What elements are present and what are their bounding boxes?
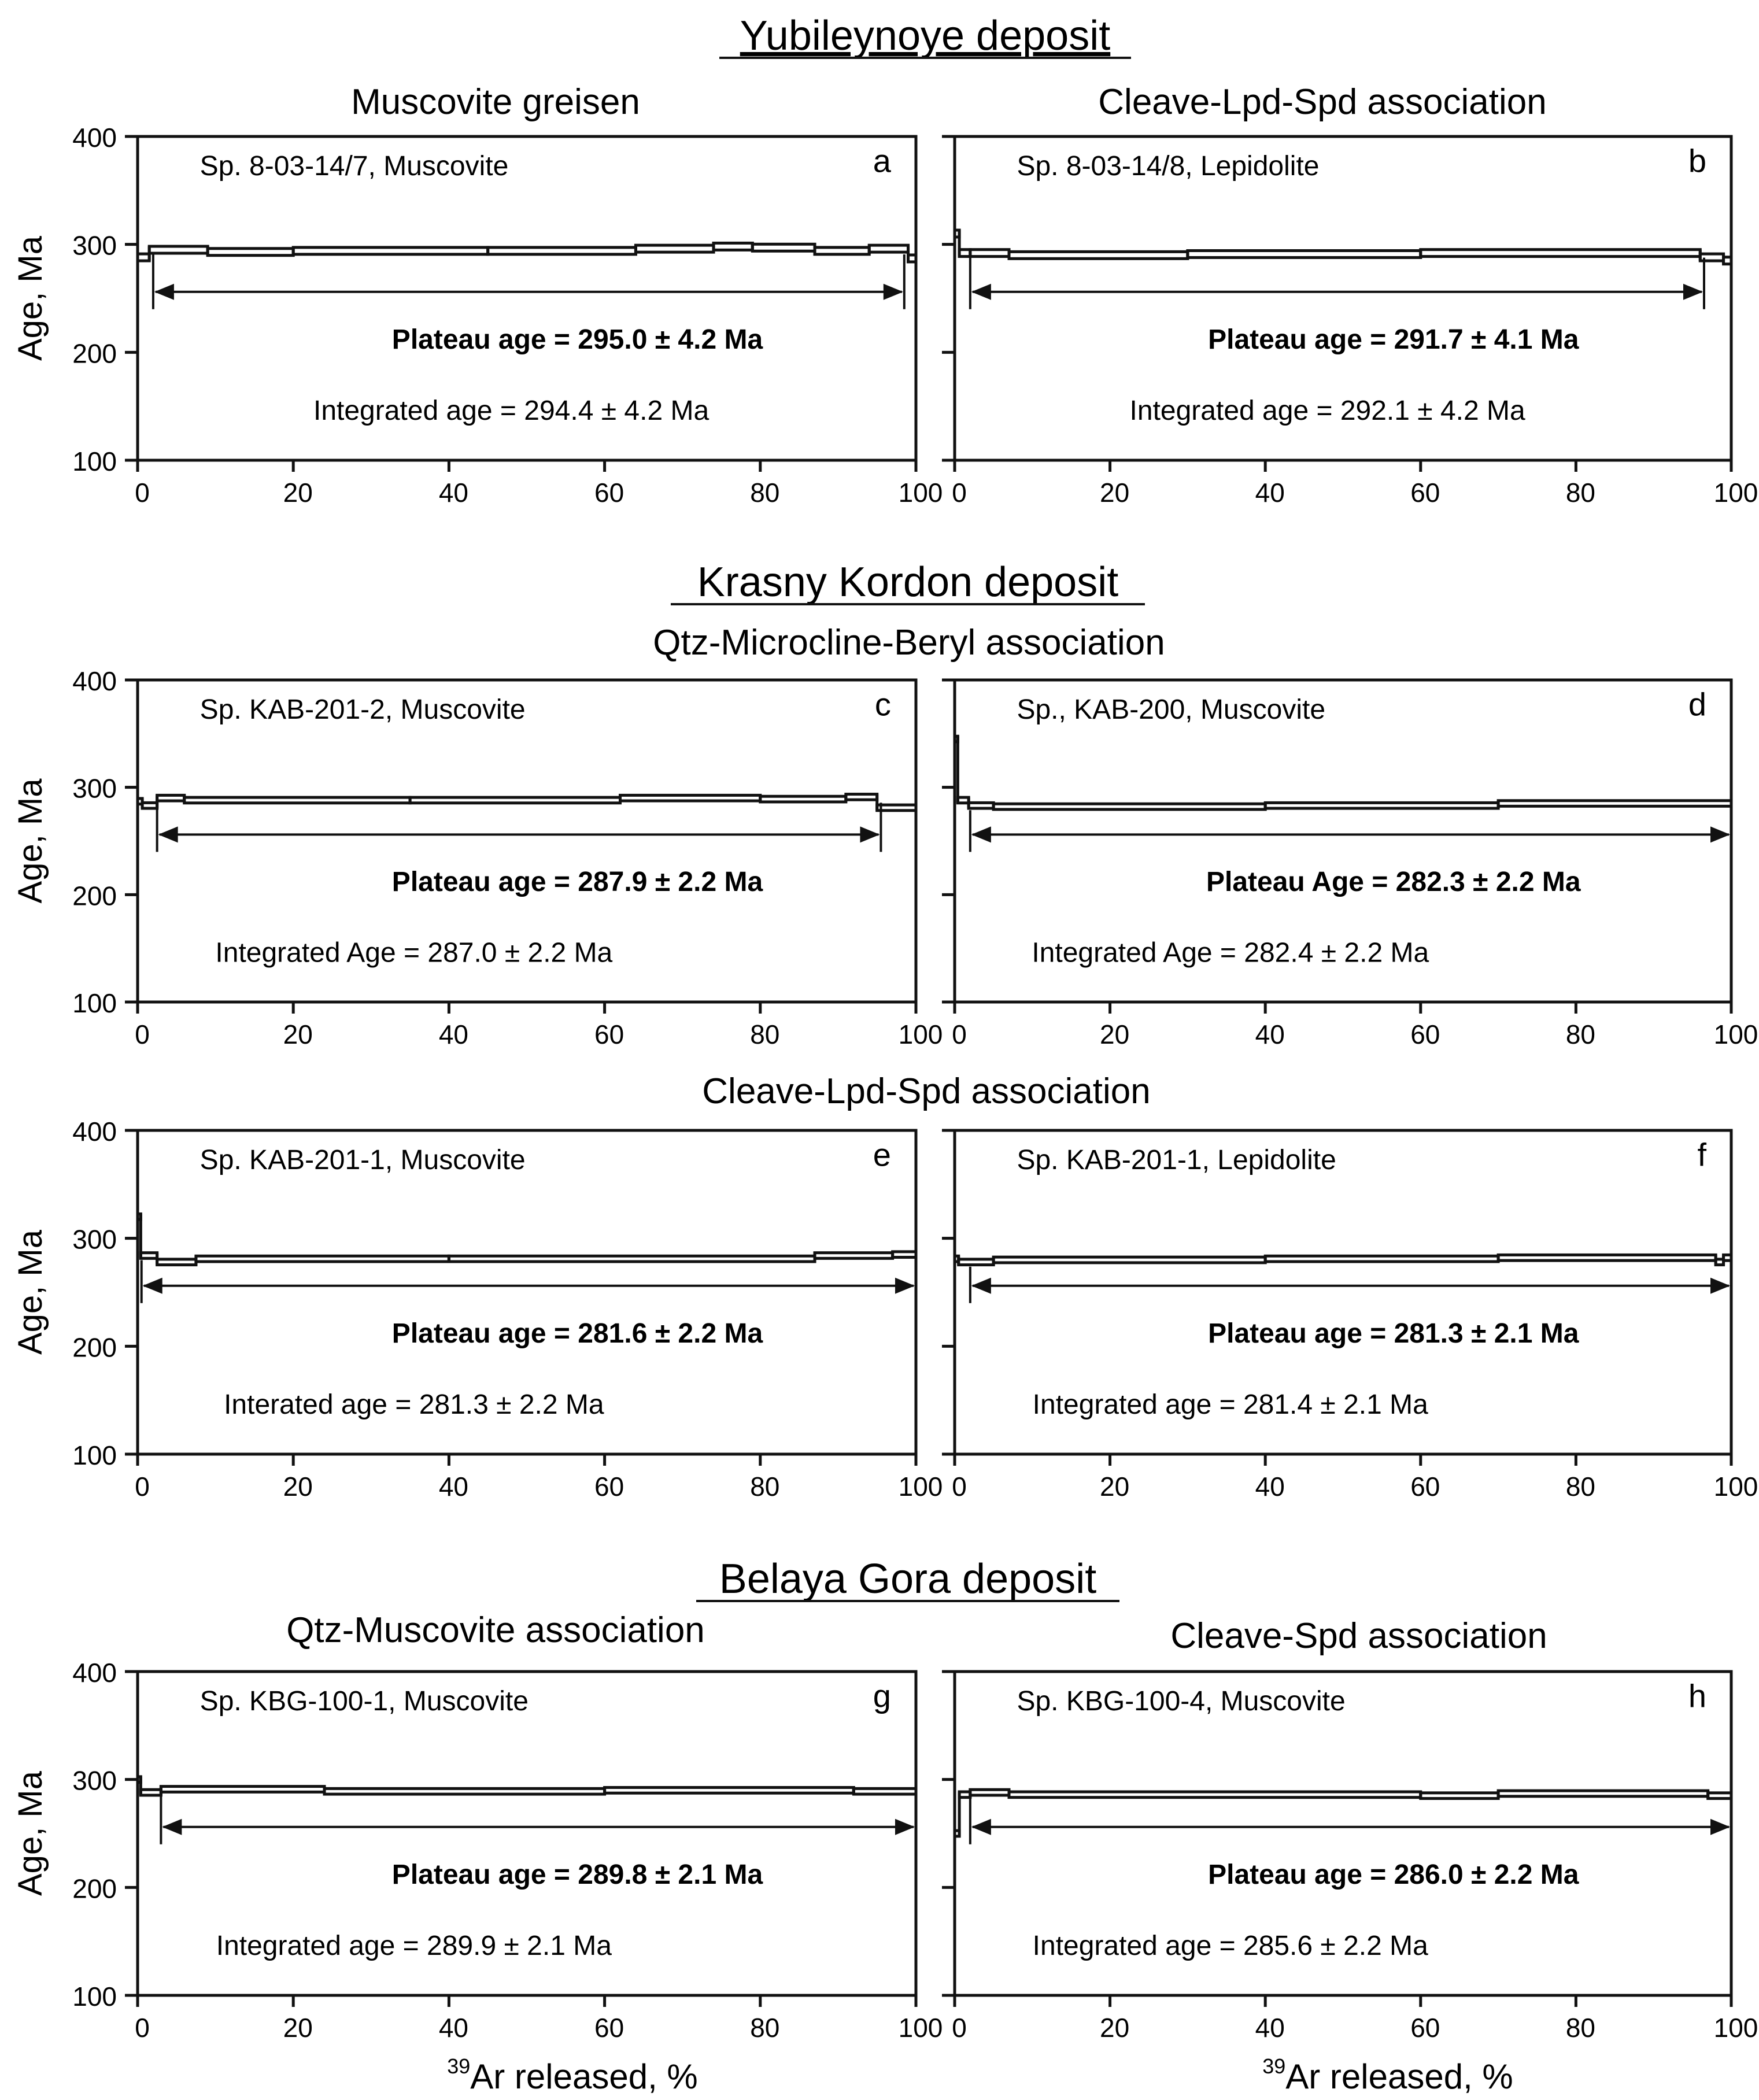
step-6 [1421,250,1700,257]
step-5 [1498,1255,1716,1260]
step-7 [714,243,752,250]
panel-letter: d [1688,686,1707,723]
step-9 [815,247,869,254]
step-4 [1009,1792,1421,1798]
x-tick-label: 0 [952,478,967,508]
integrated-label: Integrated age = 292.1 ± 4.2 Ma [1129,395,1525,426]
step-2 [959,1259,993,1265]
plateau-label: Plateau age = 286.0 ± 2.2 Ma [1208,1859,1579,1890]
x-tick-label: 80 [1565,478,1595,508]
step-2 [141,1253,157,1259]
y-tick-label: 400 [72,666,117,696]
y-tick-label: 400 [72,1658,117,1688]
x-tick-label: 20 [283,2013,313,2043]
panel-letter: g [873,1677,891,1714]
xlabel-right: $^{39}$Ar released, % [1262,2054,1513,2096]
sample-label: Sp., KAB-200, Muscovite [1017,694,1326,725]
x-tick-label: 0 [135,2013,150,2043]
y-tick-label: 300 [72,773,117,804]
step-9 [877,805,916,811]
integrated-label: Integrated Age = 287.0 ± 2.2 Ma [215,937,613,968]
x-tick-label: 60 [1410,1019,1440,1049]
plateau-label: Plateau age = 287.9 ± 2.2 Ma [391,866,763,897]
step-4 [1265,1256,1498,1262]
x-tick-label: 40 [438,478,468,508]
step-5 [1265,803,1498,808]
y-tick-label: 200 [72,881,117,911]
x-tick-label: 40 [1255,1019,1285,1049]
x-tick-label: 100 [898,2013,943,2043]
subtitle-yub-cleave: Cleave-Lpd-Spd association [1098,82,1547,122]
step-6 [853,1788,916,1794]
y-tick-label: 100 [72,1981,117,2012]
step-3 [993,1257,1265,1263]
x-tick-label: 40 [438,1019,468,1049]
sample-label: Sp. 8-03-14/8, Lepidolite [1017,151,1320,182]
x-tick-label: 40 [438,2013,468,2043]
step-2 [142,803,157,808]
plateau-label: Plateau age = 289.8 ± 2.1 Ma [391,1859,763,1890]
y-tick-label: 100 [72,988,117,1018]
y-axis-label: Age, Ma [12,236,49,361]
x-tick-label: 0 [135,478,150,508]
x-tick-label: 80 [1565,1019,1595,1049]
x-tick-label: 60 [1410,2013,1440,2043]
x-tick-label: 100 [1713,1019,1758,1049]
panel-letter: a [873,142,891,179]
step-5 [449,1256,815,1262]
x-tick-label: 60 [594,1019,624,1049]
step-6 [1498,1791,1708,1796]
step-4 [993,804,1265,809]
step-8 [846,794,877,800]
y-tick-label: 300 [72,1765,117,1796]
step-3 [970,1790,1009,1795]
title-belaya: Belaya Gora deposit [719,1556,1097,1602]
x-tick-label: 80 [750,1472,780,1502]
step-5 [605,1787,854,1793]
step-5 [410,797,620,803]
panel-letter: h [1688,1677,1707,1714]
y-tick-label: 200 [72,1873,117,1904]
subtitle-qmb: Qtz-Microcline-Beryl association [653,623,1165,663]
title-krasny: Krasny Kordon deposit [697,559,1119,605]
x-tick-label: 60 [1410,1472,1440,1502]
sample-label: Sp. KAB-201-1, Lepidolite [1017,1145,1336,1176]
x-tick-label: 40 [1255,1472,1285,1502]
x-tick-label: 20 [283,478,313,508]
y-tick-label: 400 [72,1116,117,1147]
x-tick-label: 20 [1100,1019,1130,1049]
sample-label: Sp. KAB-201-2, Muscovite [199,694,526,725]
step-3 [161,1787,324,1792]
sample-label: Sp. KBG-100-4, Muscovite [1017,1686,1346,1717]
panel-letter: e [873,1136,891,1173]
x-tick-label: 80 [1565,2013,1595,2043]
integrated-label: Integrated age = 289.9 ± 2.1 Ma [216,1931,612,1961]
y-tick-label: 100 [72,446,117,476]
step-3 [157,795,184,801]
integrated-label: Interated age = 281.3 ± 2.2 Ma [224,1389,604,1420]
plateau-label: Plateau age = 281.3 ± 2.1 Ma [1208,1318,1579,1349]
step-5 [488,247,636,254]
step-4 [184,797,410,803]
step-7 [1708,1793,1731,1799]
step-3 [208,249,293,256]
step-10 [869,245,908,252]
panel-letter: f [1697,1136,1707,1173]
x-tick-label: 80 [1565,1472,1595,1502]
x-tick-label: 20 [1100,2013,1130,2043]
x-tick-label: 40 [438,1472,468,1502]
x-tick-label: 100 [898,478,943,508]
plateau-label: Plateau age = 281.6 ± 2.2 Ma [391,1318,763,1349]
step-2 [959,1792,970,1798]
step-7 [893,1252,916,1258]
y-axis-label: Age, Ma [12,778,49,904]
step-3 [970,250,1009,257]
x-tick-label: 100 [898,1472,943,1502]
subtitle-kras-cleave: Cleave-Lpd-Spd association [702,1071,1151,1111]
x-tick-label: 20 [1100,478,1130,508]
step-4 [196,1256,449,1262]
x-tick-label: 100 [1713,2013,1758,2043]
step-4 [324,1788,605,1794]
x-tick-label: 60 [1410,478,1440,508]
step-6 [620,795,760,801]
y-tick-label: 200 [72,338,117,369]
subtitle-greisen: Muscovite greisen [351,82,640,122]
plateau-label: Plateau age = 295.0 ± 4.2 Ma [391,324,763,355]
integrated-label: Integrated Age = 282.4 ± 2.2 Ma [1032,937,1429,968]
xlabel-left: $^{39}$Ar released, % [447,2054,698,2096]
subtitle-cs: Cleave-Spd association [1170,1616,1547,1656]
step-5 [1188,250,1421,257]
sample-label: Sp. KBG-100-1, Muscovite [199,1686,529,1717]
title-yubileynoye: Yubileynoye deposit [740,13,1111,59]
x-tick-label: 0 [952,1019,967,1049]
integrated-label: Integrated age = 294.4 ± 4.2 Ma [313,395,709,426]
x-tick-label: 20 [283,1019,313,1049]
x-tick-label: 40 [1255,2013,1285,2043]
x-tick-label: 0 [952,1472,967,1502]
x-tick-label: 80 [750,2013,780,2043]
x-tick-label: 80 [750,478,780,508]
step-4 [1009,252,1188,258]
x-tick-label: 20 [1100,1472,1130,1502]
step-2 [149,246,208,253]
step-1 [138,254,149,261]
y-tick-label: 100 [72,1440,117,1470]
plateau-label: Plateau Age = 282.3 ± 2.2 Ma [1206,866,1581,897]
integrated-label: Integrated age = 281.4 ± 2.1 Ma [1032,1389,1428,1420]
y-axis-label: Age, Ma [12,1771,49,1896]
x-tick-label: 60 [594,1472,624,1502]
step-6 [1498,801,1731,807]
x-tick-label: 60 [594,478,624,508]
x-tick-label: 100 [898,1019,943,1049]
x-tick-label: 0 [135,1472,150,1502]
sample-label: Sp. 8-03-14/7, Muscovite [199,151,509,182]
x-tick-label: 100 [1713,1472,1758,1502]
plateau-label: Plateau age = 291.7 ± 4.1 Ma [1208,324,1579,355]
integrated-label: Integrated age = 285.6 ± 2.2 Ma [1032,1931,1428,1961]
panel-letter: b [1688,142,1707,179]
step-3 [969,803,993,808]
step-6 [635,245,714,252]
step-3 [157,1259,196,1265]
y-tick-label: 300 [72,230,117,261]
panel-letter: c [874,686,891,723]
step-2 [959,250,970,257]
step-7 [760,796,846,802]
y-tick-label: 400 [72,123,117,153]
step-4 [293,247,488,254]
step-6 [815,1253,893,1259]
x-tick-label: 80 [750,1019,780,1049]
sample-label: Sp. KAB-201-1, Muscovite [199,1145,526,1176]
x-tick-label: 60 [594,2013,624,2043]
x-tick-label: 0 [135,1019,150,1049]
step-2 [958,797,969,803]
step-5 [1421,1793,1498,1799]
x-tick-label: 40 [1255,478,1285,508]
x-tick-label: 0 [952,2013,967,2043]
x-tick-label: 20 [283,1472,313,1502]
y-tick-label: 200 [72,1332,117,1363]
step-8 [752,244,815,251]
y-axis-label: Age, Ma [12,1230,49,1355]
subtitle-qm: Qtz-Muscovite association [286,1610,705,1650]
y-tick-label: 300 [72,1224,117,1255]
step-2 [141,1790,161,1795]
x-tick-label: 100 [1713,478,1758,508]
